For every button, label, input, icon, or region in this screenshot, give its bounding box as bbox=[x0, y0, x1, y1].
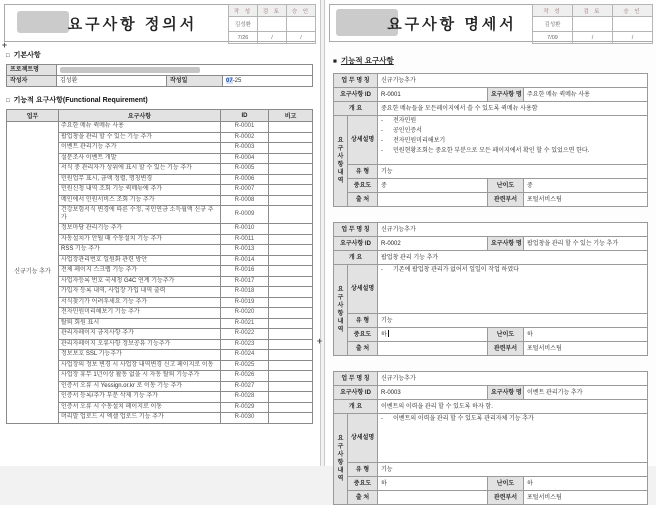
requirement-note bbox=[269, 143, 313, 154]
priority-label: 중요도 bbox=[348, 328, 378, 342]
requirement-text: 사업장 휴무 1년이상 활동 없을 시 자동 탈퇴 기능추가 bbox=[59, 371, 221, 382]
source-value bbox=[378, 491, 488, 505]
difficulty-label: 난이도 bbox=[488, 477, 524, 491]
requirement-note bbox=[269, 371, 313, 382]
basic-section-title: □ 기본사항 bbox=[6, 52, 41, 59]
requirement-text: 사업장관리번호 일원화 관련 방안 bbox=[59, 255, 221, 266]
col-header-task: 업무 bbox=[7, 110, 59, 122]
task-group-cell: 신규기능 추가 bbox=[7, 122, 59, 424]
requirement-note bbox=[269, 266, 313, 277]
requirement-id: R-0025 bbox=[221, 360, 269, 371]
difficulty-value: 하 bbox=[524, 328, 648, 342]
source-label: 출 처 bbox=[348, 193, 378, 207]
approval-approve-date: / bbox=[287, 32, 316, 44]
requirement-text: 탈퇴 회원 표시 bbox=[59, 318, 221, 329]
requirement-text: RSS 기능 추가 bbox=[59, 245, 221, 256]
requirement-id: R-0021 bbox=[221, 318, 269, 329]
detail-item bbox=[381, 117, 644, 125]
approval-writer: 김성환 bbox=[533, 17, 573, 32]
req-id-label: 요구사항 ID bbox=[334, 237, 378, 251]
requirement-note bbox=[269, 381, 313, 392]
requirement-note bbox=[269, 318, 313, 329]
requirement-id: R-0017 bbox=[221, 276, 269, 287]
requirement-note bbox=[269, 224, 313, 235]
detail-item bbox=[381, 266, 644, 274]
detail-item bbox=[381, 137, 644, 145]
task-name-label: 업 무 명 칭 bbox=[334, 223, 378, 237]
requirement-note bbox=[269, 329, 313, 340]
requirement-note bbox=[269, 360, 313, 371]
requirement-note bbox=[269, 185, 313, 196]
dept-value: 포털서비스팀 bbox=[524, 491, 648, 505]
writer-label: 작성자 bbox=[7, 76, 57, 87]
detail-item bbox=[381, 415, 644, 423]
dept-label: 관련부서 bbox=[488, 342, 524, 356]
functional-requirements-body bbox=[7, 122, 313, 424]
requirement-text: 가입자 등록 내역, 사업장 가입 내역 출력 bbox=[59, 287, 221, 298]
source-value bbox=[378, 342, 488, 356]
requirement-id: R-0005 bbox=[221, 164, 269, 175]
requirement-id: R-0030 bbox=[221, 413, 269, 424]
project-name-label: 프로젝트명 bbox=[7, 65, 57, 76]
source-value bbox=[378, 193, 488, 207]
detail-text: 전자민원미리해보기 bbox=[393, 138, 446, 144]
functional-requirements-table bbox=[6, 109, 313, 424]
requirement-id: R-0018 bbox=[221, 287, 269, 298]
dept-value: 포털서비스팀 bbox=[524, 193, 648, 207]
selected-text: 07 bbox=[226, 78, 233, 84]
requirement-note bbox=[269, 402, 313, 413]
type-label: 유 형 bbox=[348, 463, 378, 477]
requirement-text: 주요한 메뉴 퀵메뉴 사용 bbox=[59, 122, 221, 133]
requirement-text: 이벤트 관리기능 추가 bbox=[59, 143, 221, 154]
req-id-value: R-0002 bbox=[378, 237, 488, 251]
col-header-requirement: 요구사항 bbox=[59, 110, 221, 122]
requirement-id: R-0016 bbox=[221, 266, 269, 277]
definition-header bbox=[4, 4, 316, 42]
approval-header-approve: 승 인 bbox=[613, 5, 653, 17]
source-label: 출 처 bbox=[348, 491, 378, 505]
requirement-text: 인증서 등록/추가 부분 삭제 기능 추가 bbox=[59, 392, 221, 403]
overview-label: 개 요 bbox=[334, 102, 378, 116]
requirement-id: R-0002 bbox=[221, 132, 269, 143]
page-title: 요구사항 명세서 bbox=[387, 15, 517, 33]
priority-label: 중요도 bbox=[348, 179, 378, 193]
detail-item bbox=[381, 147, 644, 155]
req-id-label: 요구사항 ID bbox=[334, 386, 378, 400]
detail-label: 상세설명 bbox=[348, 265, 378, 314]
requirement-id: R-0023 bbox=[221, 339, 269, 350]
requirement-text: 건강보험서식 변경에 따른 수정, 국민연금 소득월액 신규 추가 bbox=[59, 206, 221, 224]
requirement-note bbox=[269, 413, 313, 424]
approval-header-approve: 승 인 bbox=[287, 5, 316, 17]
requirement-note bbox=[269, 297, 313, 308]
requirement-note bbox=[269, 164, 313, 175]
approval-date: 7/26 bbox=[229, 32, 258, 44]
project-name-value bbox=[57, 65, 313, 76]
requirement-id: R-0027 bbox=[221, 381, 269, 392]
functional-section-title: □ 기능적 요구사항(Functional Requirement) bbox=[6, 97, 148, 104]
requirement-note bbox=[269, 255, 313, 266]
detail-group-label: 요구사항내역 bbox=[334, 116, 348, 207]
source-label: 출 처 bbox=[348, 342, 378, 356]
approval-review-sign bbox=[258, 17, 287, 32]
approval-review-date: / bbox=[573, 32, 613, 44]
bullet-dash-icon: - bbox=[381, 138, 383, 144]
requirement-text: 팝업창을 관리 할 수 있는 기능 추가 bbox=[59, 132, 221, 143]
task-name-value: 신규기능추가 bbox=[378, 74, 648, 88]
spec-block bbox=[333, 222, 656, 356]
overview-value: 팝업창 관리 기능 추가 bbox=[378, 251, 648, 265]
requirement-note bbox=[269, 276, 313, 287]
requirement-id: R-0024 bbox=[221, 350, 269, 361]
req-name-value: 주요한 메뉴 퀵메뉴 사용 bbox=[524, 88, 648, 102]
requirement-id: R-0004 bbox=[221, 153, 269, 164]
bullet-dash-icon: - bbox=[381, 128, 383, 134]
requirement-id: R-0009 bbox=[221, 206, 269, 224]
dept-label: 관련부서 bbox=[488, 491, 524, 505]
requirement-id: R-0011 bbox=[221, 234, 269, 245]
type-label: 유 형 bbox=[348, 165, 378, 179]
requirement-note bbox=[269, 339, 313, 350]
type-value: 기능 bbox=[378, 165, 648, 179]
detail-list bbox=[378, 265, 648, 314]
checkbox-square-icon: □ bbox=[6, 53, 10, 59]
requirement-note bbox=[269, 174, 313, 185]
requirement-note bbox=[269, 234, 313, 245]
req-id-value: R-0001 bbox=[378, 88, 488, 102]
requirement-note bbox=[269, 132, 313, 143]
detail-label: 상세설명 bbox=[348, 414, 378, 463]
requirement-text: 관리자페이지 오류사항 정보공유 기능추가 bbox=[59, 339, 221, 350]
priority-label: 중요도 bbox=[348, 477, 378, 491]
bullet-dash-icon: - bbox=[381, 416, 383, 422]
spec-block bbox=[333, 371, 656, 505]
requirement-note bbox=[269, 122, 313, 133]
requirement-id: R-0029 bbox=[221, 402, 269, 413]
detail-group-label: 요구사항내역 bbox=[334, 265, 348, 356]
approval-date: 7/09 bbox=[533, 32, 573, 44]
requirement-text: 전자민원미리해보기 기능 추가 bbox=[59, 308, 221, 319]
requirement-text: 서식 중 관리자가 상위에 표시 할 수 있는 기능 추가 bbox=[59, 164, 221, 175]
requirement-text: 전체 페이지 스크랩 기능 추가 bbox=[59, 266, 221, 277]
priority-value[interactable]: 중 bbox=[378, 179, 488, 193]
functional-section-title: ■ 기능적 요구사항 bbox=[333, 56, 394, 65]
specification-header bbox=[329, 4, 653, 42]
requirement-id: R-0010 bbox=[221, 224, 269, 235]
write-date-value[interactable] bbox=[223, 76, 313, 87]
overview-label: 개 요 bbox=[334, 400, 378, 414]
approval-approve-sign bbox=[613, 17, 653, 32]
col-header-note: 비고 bbox=[269, 110, 313, 122]
req-name-label: 요구사항 명 bbox=[488, 386, 524, 400]
detail-text: 기존에 팝업창 관리가 없어서 일일이 작업 하였다 bbox=[393, 267, 519, 273]
requirement-note bbox=[269, 392, 313, 403]
approval-table bbox=[532, 4, 653, 44]
table-row bbox=[7, 122, 313, 133]
filled-square-icon: ■ bbox=[333, 58, 337, 65]
detail-group-label: 요구사항내역 bbox=[334, 414, 348, 505]
requirement-text: 사업장의 정보 변경 시 사업장 내역변경 신고 페이지로 이동 bbox=[59, 360, 221, 371]
requirement-id: R-0022 bbox=[221, 329, 269, 340]
dept-value: 포털서비스팀 bbox=[524, 342, 648, 356]
req-name-value: 이벤트 관리기능 추가 bbox=[524, 386, 648, 400]
detail-text: 민원현황조회는 중요한 부분으로 모든 페이지에서 확인 할 수 있었으면 한다. bbox=[393, 148, 590, 154]
detail-list bbox=[378, 116, 648, 165]
requirement-note bbox=[269, 287, 313, 298]
requirement-note bbox=[269, 195, 313, 206]
approval-header-write: 작 성 bbox=[229, 5, 258, 17]
approval-header-review: 검 토 bbox=[573, 5, 613, 17]
detail-text: 이벤트의 이력을 관리 할 수 있도록 관리자체 기능 추가 bbox=[393, 416, 534, 422]
requirement-text: 인증서 오류 시 수동설치 페이지로 이동 bbox=[59, 402, 221, 413]
col-header-id: ID bbox=[221, 110, 269, 122]
bullet-dash-icon: - bbox=[381, 267, 383, 273]
requirement-id: R-0020 bbox=[221, 308, 269, 319]
priority-value[interactable]: 하 bbox=[378, 477, 488, 491]
requirement-id: R-0013 bbox=[221, 245, 269, 256]
requirement-id: R-0006 bbox=[221, 174, 269, 185]
overview-value: 이벤트의 이력을 관리 할 수 있도록 하자 함. bbox=[378, 400, 648, 414]
basic-info-table bbox=[6, 64, 313, 87]
date-rest: -25 bbox=[232, 78, 242, 84]
type-value: 기능 bbox=[378, 314, 648, 328]
difficulty-value: 하 bbox=[524, 477, 648, 491]
requirement-id: R-0003 bbox=[221, 143, 269, 154]
detail-text: 전자민원 bbox=[393, 118, 417, 124]
approval-approve-date: / bbox=[613, 32, 653, 44]
task-name-value: 신규기능추가 bbox=[378, 372, 648, 386]
priority-value[interactable]: 하 bbox=[378, 328, 488, 342]
page-title: 요구사항 정의서 bbox=[67, 15, 198, 33]
requirement-text: 민원업무 표시, 금액 정렬, 명칭변경 bbox=[59, 174, 221, 185]
requirement-text: 자동설치가 안될 때 수동설치 기능 추가 bbox=[59, 234, 221, 245]
requirement-id: R-0019 bbox=[221, 297, 269, 308]
bullet-dash-icon: - bbox=[381, 148, 383, 154]
approval-review-date: / bbox=[258, 32, 287, 44]
req-name-label: 요구사항 명 bbox=[488, 237, 524, 251]
writer-value: 김성환 bbox=[57, 76, 167, 87]
write-date-label: 작성일 bbox=[167, 76, 223, 87]
requirement-note bbox=[269, 245, 313, 256]
requirement-id: R-0008 bbox=[221, 195, 269, 206]
requirement-id: R-0014 bbox=[221, 255, 269, 266]
detail-list bbox=[378, 414, 648, 463]
requirement-text: 사업자등록 번호 국세청 G4C 연계 기능추가 bbox=[59, 276, 221, 287]
requirement-text: 머리말 업로드 시 엑셀 업로드 기능 추가 bbox=[59, 413, 221, 424]
approval-review-sign bbox=[573, 17, 613, 32]
requirement-text: 정보보호 SSL 기능추가 bbox=[59, 350, 221, 361]
requirement-note bbox=[269, 206, 313, 224]
type-label: 유 형 bbox=[348, 314, 378, 328]
requirement-text: 민원신청 내역 조회 기능 퀵메뉴에 추가 bbox=[59, 185, 221, 196]
table-move-handle-icon[interactable]: + bbox=[1, 40, 8, 50]
task-name-value: 신규기능추가 bbox=[378, 223, 648, 237]
spec-block bbox=[333, 73, 656, 207]
bullet-dash-icon: - bbox=[381, 118, 383, 124]
detail-text: 공인인증서 bbox=[393, 128, 422, 134]
overview-label: 개 요 bbox=[334, 251, 378, 265]
table-header-row bbox=[7, 110, 313, 122]
requirement-text: 인증서 오류 시 Yessign.or.kr 로 이동 기능 추가 bbox=[59, 381, 221, 392]
requirements-specification-page bbox=[324, 0, 656, 501]
requirement-text: 정보마당 관리기능 추가 bbox=[59, 224, 221, 235]
requirement-id: R-0028 bbox=[221, 392, 269, 403]
task-name-label: 업 무 명 칭 bbox=[334, 74, 378, 88]
spec-blocks bbox=[325, 73, 656, 505]
approval-approve-sign bbox=[287, 17, 316, 32]
req-name-value: 팝업창을 관리 할 수 있는 기능 추가 bbox=[524, 237, 648, 251]
requirement-note bbox=[269, 153, 313, 164]
requirement-id: R-0001 bbox=[221, 122, 269, 133]
difficulty-label: 난이도 bbox=[488, 179, 524, 193]
approval-header-review: 검 토 bbox=[258, 5, 287, 17]
req-id-value: R-0003 bbox=[378, 386, 488, 400]
requirement-note bbox=[269, 350, 313, 361]
approval-table bbox=[228, 4, 316, 44]
checkbox-square-icon: □ bbox=[6, 98, 10, 104]
requirement-note bbox=[269, 308, 313, 319]
dept-label: 관련부서 bbox=[488, 193, 524, 207]
requirements-definition-page bbox=[0, 0, 321, 466]
requirement-id: R-0026 bbox=[221, 371, 269, 382]
requirement-text: 서식찾기가 어려우세요 기능 추가 bbox=[59, 297, 221, 308]
type-value: 기능 bbox=[378, 463, 648, 477]
approval-writer: 김성환 bbox=[229, 17, 258, 32]
requirement-id: R-0007 bbox=[221, 185, 269, 196]
detail-item bbox=[381, 127, 644, 135]
approval-header-write: 작 성 bbox=[533, 5, 573, 17]
requirement-text: 관리자페이지 금지사항 추가 bbox=[59, 329, 221, 340]
difficulty-label: 난이도 bbox=[488, 328, 524, 342]
table-move-handle-icon[interactable]: + bbox=[316, 336, 323, 346]
overview-value: 중요한 메뉴들을 모든페이지에서 쓸 수 있도록 퀵메뉴 사용함 bbox=[378, 102, 648, 116]
req-name-label: 요구사항 명 bbox=[488, 88, 524, 102]
detail-label: 상세설명 bbox=[348, 116, 378, 165]
task-name-label: 업 무 명 칭 bbox=[334, 372, 378, 386]
difficulty-value: 중 bbox=[524, 179, 648, 193]
req-id-label: 요구사항 ID bbox=[334, 88, 378, 102]
requirement-text: 메인에서 민원서비스 조회 기능 추가 bbox=[59, 195, 221, 206]
requirement-text: 설문조사 이벤트 개발 bbox=[59, 153, 221, 164]
redacted-project-name bbox=[60, 67, 200, 73]
